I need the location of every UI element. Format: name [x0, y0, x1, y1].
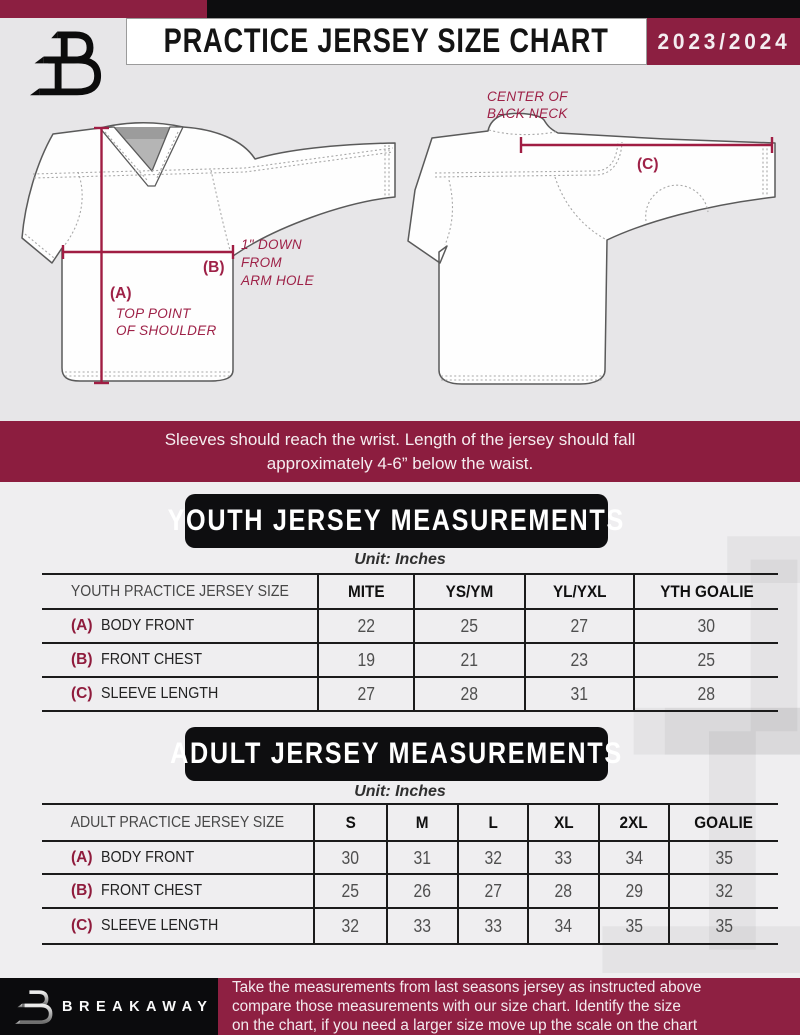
label-b-caption-3: ARM HOLE: [241, 273, 314, 288]
youth-a-mite: 22: [317, 608, 413, 642]
adult-c-m: 33: [386, 907, 457, 945]
front-jersey-diagram: [15, 112, 410, 402]
adult-a-xl: 33: [527, 840, 598, 873]
adult-header-s: S: [313, 803, 386, 840]
youth-a-ysym: 25: [413, 608, 524, 642]
breakaway-logo-icon: [30, 24, 106, 102]
adult-header-m: M: [386, 803, 457, 840]
youth-c-mite: 27: [317, 676, 413, 712]
youth-header-size: YOUTH PRACTICE JERSEY SIZE: [42, 573, 317, 608]
youth-c-ylyxl: 31: [524, 676, 633, 712]
adult-row-a-label: (A) BODY FRONT: [42, 840, 313, 873]
back-jersey-outline: [408, 113, 775, 384]
youth-b-mite: 19: [317, 642, 413, 676]
adult-header-l: L: [457, 803, 527, 840]
adult-a-s: 30: [313, 840, 386, 873]
footer-breakaway-logo-icon: [14, 987, 56, 1027]
adult-header-2xl: 2XL: [598, 803, 668, 840]
youth-header-mite: MITE: [317, 573, 413, 608]
youth-header-goalie: YTH GOALIE: [633, 573, 778, 608]
adult-header-xl: XL: [527, 803, 598, 840]
youth-header-ysym: YS/YM: [413, 573, 524, 608]
adult-header-size: ADULT PRACTICE JERSEY SIZE: [42, 803, 313, 840]
footer-instructions: [218, 978, 800, 1035]
top-black-strip: [207, 0, 800, 18]
label-a-caption-1: TOP POINT: [116, 306, 191, 321]
adult-a-m: 31: [386, 840, 457, 873]
youth-c-ysym: 28: [413, 676, 524, 712]
page-title-box: [126, 18, 647, 65]
youth-unit-label: Unit: Inches: [354, 551, 446, 568]
youth-header-ylyxl: YL/YXL: [524, 573, 633, 608]
adult-header-goalie: GOALIE: [668, 803, 778, 840]
adult-b-l: 27: [457, 873, 527, 907]
youth-row-b-label: (B) FRONT CHEST: [42, 642, 317, 676]
label-b-caption-1: 1" DOWN: [241, 237, 302, 252]
adult-b-s: 25: [313, 873, 386, 907]
fit-notice-line-1: Sleeves should reach the wrist. Length of the jersey should fall: [164, 429, 636, 449]
label-a: (A): [110, 285, 132, 302]
adult-c-xl: 34: [527, 907, 598, 945]
youth-a-goalie: 30: [633, 608, 778, 642]
footer-instructions-line-3: on the chart, if you need a larger size move up the scale on the chart: [232, 1017, 698, 1034]
adult-b-goalie: 32: [668, 873, 778, 907]
adult-size-table: [42, 803, 778, 945]
youth-section-title: YOUTH JERSEY MEASUREMENTS: [167, 504, 626, 537]
adult-c-l: 33: [457, 907, 527, 945]
youth-row-a-label: (A) BODY FRONT: [42, 608, 317, 642]
adult-section-title: ADULT JERSEY MEASUREMENTS: [170, 737, 623, 770]
youth-section-banner: [167, 494, 626, 548]
adult-row-c-label: (C) SLEEVE LENGTH: [42, 907, 313, 945]
top-maroon-strip: [0, 0, 207, 18]
season-label: 2023/2024: [657, 28, 790, 54]
adult-c-goalie: 35: [668, 907, 778, 945]
footer-instructions-line-1: Take the measurements from last seasons jersey as instructed above: [232, 979, 702, 996]
youth-c-goalie: 28: [633, 676, 778, 712]
footer-brand-block: [0, 978, 218, 1035]
youth-b-goalie: 25: [633, 642, 778, 676]
adult-unit-label: Unit: Inches: [354, 783, 446, 800]
adult-b-2xl: 29: [598, 873, 668, 907]
adult-b-m: 26: [386, 873, 457, 907]
label-c: (C): [637, 156, 659, 173]
adult-c-s: 32: [313, 907, 386, 945]
fit-notice-line-2: approximately 4-6” below the waist.: [266, 453, 534, 473]
back-jersey-diagram: [405, 85, 790, 405]
label-b: (B): [203, 259, 225, 276]
youth-b-ylyxl: 23: [524, 642, 633, 676]
adult-c-2xl: 35: [598, 907, 668, 945]
youth-row-c-label: (C) SLEEVE LENGTH: [42, 676, 317, 712]
adult-b-xl: 28: [527, 873, 598, 907]
page-title: PRACTICE JERSEY SIZE CHART: [164, 22, 609, 60]
season-badge: [647, 18, 800, 65]
adult-section-banner: [170, 727, 623, 781]
footer-instructions-line-2: compare those measurements with our size chart. Identify the size: [232, 998, 681, 1015]
youth-b-ysym: 21: [413, 642, 524, 676]
label-b-caption-2: FROM: [241, 255, 282, 270]
youth-size-table: [42, 573, 778, 712]
label-c-caption-1: CENTER OF: [487, 89, 568, 104]
adult-a-goalie: 35: [668, 840, 778, 873]
footer-brand-name: BREAKAWAY: [62, 998, 214, 1015]
adult-row-b-label: (B) FRONT CHEST: [42, 873, 313, 907]
adult-a-2xl: 34: [598, 840, 668, 873]
fit-notice-banner: [0, 421, 800, 482]
adult-a-l: 32: [457, 840, 527, 873]
youth-a-ylyxl: 27: [524, 608, 633, 642]
label-a-caption-2: OF SHOULDER: [116, 323, 217, 338]
label-c-caption-2: BACK NECK: [487, 106, 568, 121]
